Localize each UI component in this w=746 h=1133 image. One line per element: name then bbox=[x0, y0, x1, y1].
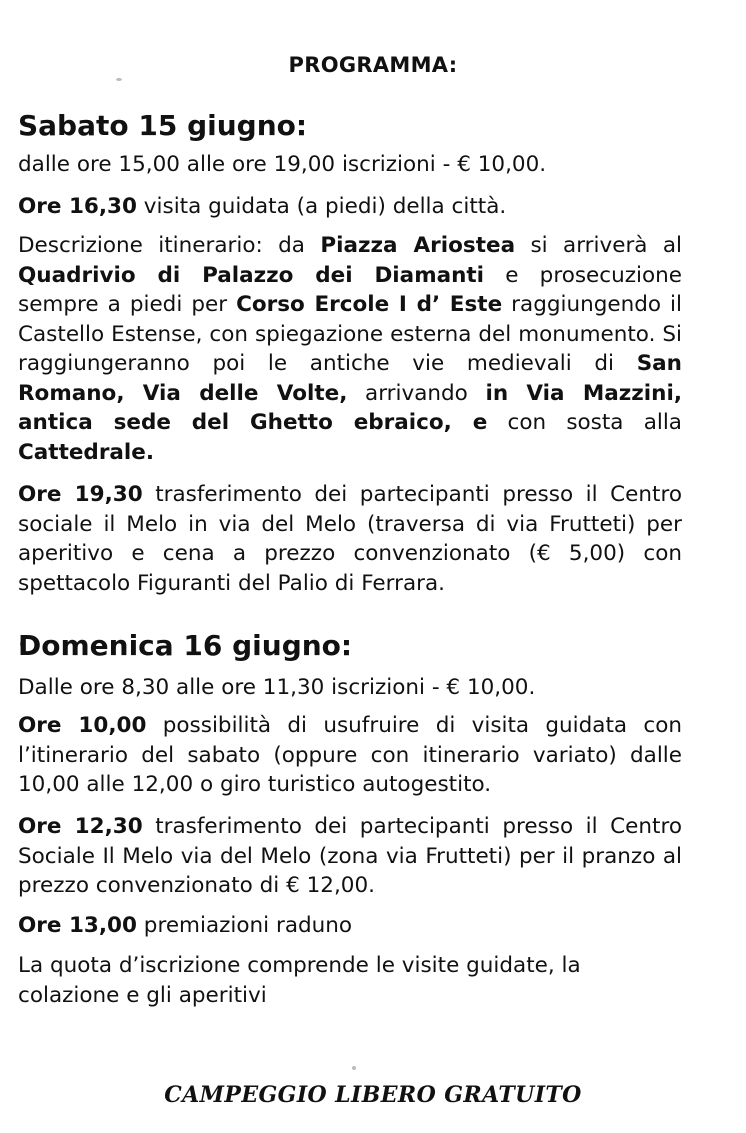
fee-note: La quota d’iscrizione comprende le visite guidate, la colazione e gli aperitivi bbox=[18, 953, 581, 1008]
sunday-tour-time: Ore 10,00 bbox=[18, 713, 147, 738]
saturday-dinner-time: Ore 19,30 bbox=[18, 482, 143, 507]
sunday-lunch-time: Ore 12,30 bbox=[18, 814, 143, 839]
saturday-dinner-text: trasferimento dei partecipanti presso il Centro sociale il Melo in via del Melo (traversa di via Frutteti) per aperitivo e cena a prezzo convenzionato (€ 5,00) con spettacolo Figuranti del Palio di Ferrara. bbox=[18, 482, 682, 596]
sunday-awards-text: premiazioni raduno bbox=[136, 913, 353, 938]
itinerary-place: Cattedrale. bbox=[18, 439, 155, 465]
sunday-tour bbox=[18, 711, 682, 800]
itinerary-place: Corso Ercole I d’ Este bbox=[236, 292, 503, 317]
itinerary-text: con sosta alla bbox=[487, 410, 682, 435]
itinerary-text: si arriverà al bbox=[515, 233, 682, 258]
saturday-tour-time: Ore 16,30 bbox=[18, 194, 137, 219]
itinerary-place: Piazza Ariostea bbox=[320, 233, 516, 258]
sunday-lunch-text: trasferimento dei partecipanti presso il Centro Sociale Il Melo via del Melo (zona via Frutteti) per il pranzo al prezzo convenzionato di € 12,00. bbox=[18, 814, 682, 898]
sunday-awards-time: Ore 13,00 bbox=[18, 913, 137, 938]
itinerary-text: Descrizione itinerario: da bbox=[18, 233, 321, 258]
itinerary-text: raggiungendo il Castello Estense, con spiegazione esterna del monumento. Si raggiungeranno poi le antiche vie medievali di bbox=[18, 292, 682, 376]
itinerary-text: arrivando bbox=[347, 380, 486, 406]
sunday-heading: Domenica 16 giugno: bbox=[18, 629, 353, 662]
itinerary-place: San Romano, Via delle Volte, bbox=[18, 351, 682, 406]
program-title: PROGRAMMA: bbox=[288, 53, 458, 77]
sunday-awards bbox=[18, 911, 682, 941]
scan-speck bbox=[116, 78, 122, 81]
scan-speck bbox=[352, 1066, 356, 1070]
sunday-lunch bbox=[18, 812, 682, 901]
itinerary-text: e prosecuzione sempre a piedi per bbox=[18, 262, 682, 317]
saturday-itinerary bbox=[18, 231, 682, 467]
saturday-heading: Sabato 15 giugno: bbox=[18, 109, 308, 142]
itinerary-place: Quadrivio di Palazzo dei Diamanti bbox=[18, 262, 485, 288]
saturday-dinner bbox=[18, 480, 682, 598]
itinerary-place: in Via Mazzini, antica sede del Ghetto ebraico, e bbox=[18, 380, 682, 435]
saturday-tour bbox=[18, 192, 682, 222]
saturday-tour-text: visita guidata (a piedi) della città. bbox=[136, 194, 507, 219]
sunday-tour-text: possibilità di usufruire di visita guidata con l’itinerario del sabato (oppure con itinerario variato) dalle 10,00 alle 12,00 o giro turistico autogestito. bbox=[18, 713, 682, 797]
sunday-registration: Dalle ore 8,30 alle ore 11,30 iscrizioni - € 10,00. bbox=[18, 675, 536, 700]
free-camping-notice: CAMPEGGIO LIBERO GRATUITO bbox=[164, 1082, 582, 1108]
saturday-registration: dalle ore 15,00 alle ore 19,00 iscrizioni - € 10,00. bbox=[18, 152, 547, 177]
